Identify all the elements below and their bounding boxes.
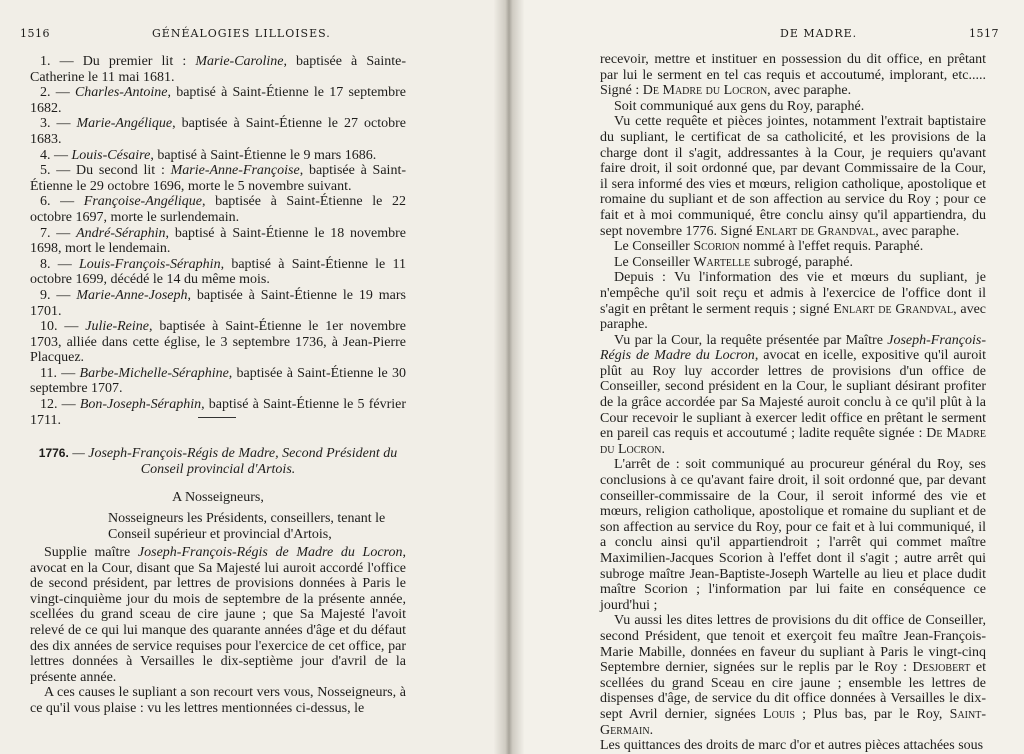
paragraph: L'arrêt de : soit communiqué au procureur général du Roy, ses conclusions à ce qu'avant faire droit, il soit ordonné que, par devant conseiller-commissaire de la Cour, il seroit informé des vie et mœurs, religion catholique, apostolique et romaine du supliant et de son affection au service du Roy, pour ce fait et à lui communiqué, il a conclu ainsi qu'il appartiendroit ; l'arrêt qui commet maître Maximilien-Jacques Scorion à l'effet dont il s'agit ; autre arrêt qui subroge maître Jean-Baptiste-Joseph Wartelle au lieu et place dudit maître Scorion ; l'information par lui faite en conséquence ce jourd'hui ;	[600, 457, 986, 613]
paragraph: Depuis : Vu l'information des vie et mœurs du supliant, je n'empêche qu'il soit reçu et admis à l'exercice de l'office dont il s'agit en prêtant le serment requis ; signé Enlart de Grandval, avec paraphe.	[600, 270, 986, 333]
entry-title: — Joseph-François-Régis de Madre, Second Président du Conseil provincial d'Artois.	[68, 446, 398, 477]
child-entry: 9. — Marie-Anne-Joseph, baptisée à Saint-Étienne le 19 mars 1701.	[30, 287, 407, 319]
child-entry: 3. — Marie-Angélique, baptisée à Saint-Étienne le 27 octobre 1683.	[30, 116, 406, 147]
left-page-number: 1516	[20, 27, 50, 40]
right-page-body	[600, 52, 986, 754]
paragraph: Soit communiqué aux gens du Roy, paraphé.	[614, 98, 865, 114]
child-entry: 8. — Louis-François-Séraphin, baptisé à Saint-Étienne le 11 octobre 1699, décédé le 14 du même mois.	[30, 256, 407, 288]
paragraph: Le Conseiller Scorion nommé à l'effet requis. Paraphé.	[614, 239, 924, 255]
paragraph: Vu aussi les dites lettres de provisions du dit office de Conseiller, second Président, que tenoit et exerçoit feu maître Jean-François-Marie Mabille, données en faveur du supliant à Paris le vingt-cinq Septembre dernier, signées sur le replis par le Roy : Desjobert et scellées du grand Sceau en cire jaune ; ensemble les lettres de dispenses d'âge, de service du dit office données à Versailles le dix-sept Avril dernier, signées Louis ; Plus bas, par le Roy, Saint-Germain.	[600, 613, 986, 738]
entry-year: 1776.	[38, 446, 69, 460]
paragraph: Vu par la Cour, la requête présentée par Maître Joseph-François-Régis de Madre du Locron, avocat en icelle, expositive qu'il auroit plût au Roy luy accorder lettres de provisions d'un office de Conseiller, second président en la Cour, le supliant désirant profiter de la grâce accordée par Sa Majesté auroit conclu à ce qu'il plût à la Cour recevoir le supliant à exercer ledit office en prêtant le serment en pareil cas requis et accoutumé ; ladite requête signée : De Madre du Locron.	[600, 332, 987, 457]
entry-heading	[30, 446, 406, 477]
right-page-number: 1517	[969, 27, 999, 40]
child-entry: 6. — Françoise-Angélique, baptisée à Saint-Étienne le 22 octobre 1697, morte le surlendemain.	[30, 194, 406, 225]
child-entry: 11. — Barbe-Michelle-Séraphine, baptisée à Saint-Étienne le 30 septembre 1707.	[30, 365, 407, 397]
paragraph: Les quittances des droits de marc d'or et autres pièces attachées sous	[600, 738, 984, 754]
petitioner-name: Joseph-François-Régis de Madre du Locron	[137, 545, 403, 560]
petition-paragraph: Supplie maître Joseph-François-Régis de Madre du Locron, avocat en la Cour, disant que Sa Majesté lui auroit accordé l'office de second président, par lettres de provisions données à Paris le vingt-cinquième jour du mois de septembre de la présente année, scellées du grand sceau de cire jaune ; que Sa Majesté l'avoit relevé de ce qui lui manque des quarante années d'âge et du défaut des dix années de service requises pour l'exercice de cet office, par lettres données à Versailles le dix-septième jour d'avril de la présente année.	[30, 545, 406, 685]
child-entry: 7. — André-Séraphin, baptisé à Saint-Étienne le 18 novembre 1698, mort le lendemain.	[30, 225, 407, 257]
child-entry: 10. — Julie-Reine, baptisée à Saint-Étienne le 1er novembre 1703, alliée dans cette église, le 3 septembre 1736, à Jean-Pierre Placquez.	[30, 319, 406, 366]
left-running-title: GÉNÉALOGIES LILLOISES.	[152, 27, 331, 40]
petition-paragraph: A ces causes le supliant a son recourt vers vous, Nosseigneurs, à ce qu'il vous plaise : vu les lettres mentionnées ci-dessus, le	[30, 685, 406, 716]
salutation: A Nosseigneurs,	[172, 490, 264, 505]
child-entry: 1. — Du premier lit : Marie-Caroline, baptisée à Sainte-Catherine le 11 mai 1681.	[30, 54, 406, 85]
right-page	[510, 0, 1024, 754]
left-page	[0, 0, 506, 754]
child-entry: 12. — Bon-Joseph-Séraphin, baptisé à Saint-Étienne le 5 février 1711.	[30, 397, 407, 428]
paragraph: Le Conseiller Wartelle subrogé, paraphé.	[614, 254, 853, 270]
paragraph: recevoir, mettre et instituer en possession du dit office, en prêtant par lui le serment en tel cas requis et accoutumé, implorant, etc..... Signé : De Madre du Locron, avec paraphe.	[600, 52, 986, 99]
child-entry: 2. — Charles-Antoine, baptisé à Saint-Étienne le 17 septembre 1682.	[30, 85, 406, 116]
section-divider	[198, 417, 236, 418]
addressees: Nosseigneurs les Présidents, conseillers, tenant le Conseil supérieur et provincial d'Artois,	[108, 511, 386, 542]
child-entry: 4. — Louis-Césaire, baptisé à Saint-Étienne le 9 mars 1686.	[40, 147, 377, 163]
petition-text	[30, 545, 406, 717]
child-entry: 5. — Du second lit : Marie-Anne-Françoise, baptisée à Saint-Étienne le 29 octobre 1696, morte le 5 novembre suivant.	[30, 163, 406, 194]
children-list	[30, 54, 406, 428]
book-gutter	[494, 0, 524, 754]
paragraph: Vu cette requête et pièces jointes, notamment l'extrait baptistaire du supliant, le certificat de sa catholicité, et les provisions de la charge dont il s'agit, addressantes à la Cour, je requiers qu'avant faire droit, il soit ordonné que, par devant Commissaire de la Cour, il sera informé des vies et mœurs, religion catholique, apostolique et romaine du supliant et de son affection au service du Roy ; pour ce fait et à moi communiqué, être conclu ainsy qu'il appartiendra, du sept novembre 1776. Signé Enlart de Grandval, avec paraphe.	[600, 114, 986, 239]
right-running-title: DE MADRE.	[780, 27, 858, 40]
